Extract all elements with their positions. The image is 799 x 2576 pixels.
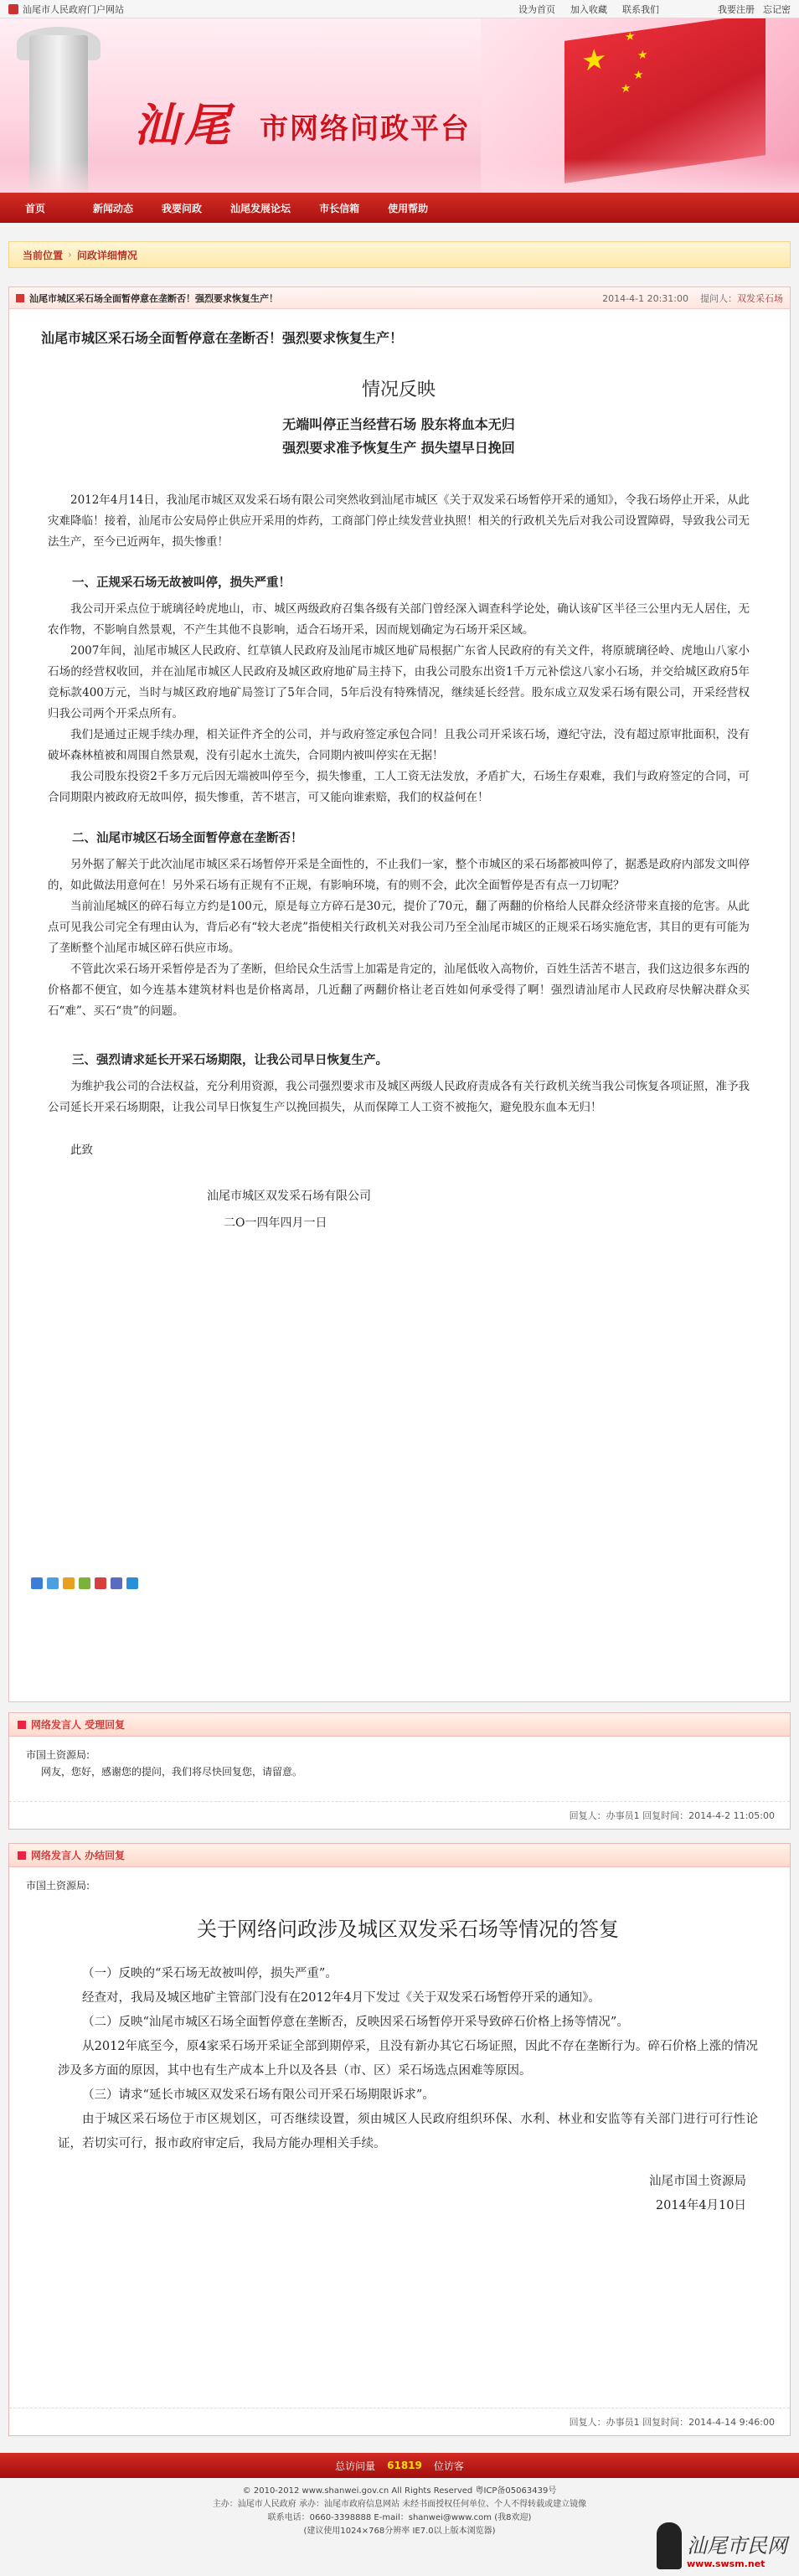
share-icon[interactable] [95, 1577, 106, 1589]
answer-paragraph: （一）反映的“采石场无故被叫停，损失严重”。 [82, 1967, 338, 1980]
share-icon[interactable] [111, 1577, 122, 1589]
post-title: 汕尾市城区采石场全面暂停意在垄断否！强烈要求恢复生产！ [29, 292, 278, 304]
section-heading: 二、汕尾市城区石场全面暂停意在垄断否！ [72, 831, 303, 845]
share-icon[interactable] [79, 1577, 90, 1589]
breadcrumb-leaf[interactable]: 问政详细情况 [76, 249, 137, 261]
bullet-icon [18, 1721, 26, 1729]
article-paragraph: 我公司股东投资2千多万元后因无端被叫停至今，损失惨重，工人工资无法发放，矛盾扩大，石场生存艰难，我们与政府签定的合同，可合同期限内被政府无故叫停，损失惨重，苦不堪言，可又能向谁索赔，我们的权益何在！ [48, 770, 750, 804]
nav-home[interactable]: 首页 [25, 202, 46, 214]
nav-help[interactable]: 使用帮助 [388, 202, 429, 214]
reply-recipient: 市国土资源局: [26, 1749, 90, 1761]
article-paragraph: 2007年间，汕尾市城区人民政府、红草镇人民政府及汕尾市城区地矿局根据广东省人民政府的有关文件，将原琥璃径岭、虎地山八家小石场的经营权收回，并在汕尾市城区人民政府及城区政府地矿局主持下，由我公司股东出资1千万元补偿这八家小石场，并交给城区政府5年竞标款400万元，当时与城区政府地矿局签订了5年合同，5年后没有特殊情况，继续延长经营。股东成立双发采石场有限公司，开采经营权归我公司两个开采点所有。 [48, 644, 750, 720]
register-link[interactable]: 我要注册 [718, 3, 755, 15]
main-nav [0, 193, 799, 223]
breadcrumb-separator: › [68, 249, 72, 261]
answer-paragraph: （二）反映“汕尾市城区石场全面暂停意在垄断否，反映因采石场暂停开采导致碎石价格上扬等情况”。 [82, 2016, 629, 2029]
article-subject: 汕尾市城区采石场全面暂停意在垄断否！强烈要求恢复生产！ [41, 330, 404, 346]
top-links [518, 3, 659, 16]
bullet-icon [16, 294, 24, 302]
footer-browser-tip: (建议使用1024×768分辨率 IE7.0以上版本浏览器) [303, 2527, 496, 2536]
closing: 此致 [70, 1143, 93, 1157]
nav-ask[interactable]: 我要问政 [162, 202, 203, 214]
post-header [9, 287, 790, 309]
flag-star-icon: ★ [580, 41, 606, 80]
visit-count: 61819 [387, 2460, 422, 2471]
person-silhouette-icon [657, 2522, 682, 2569]
watermark-url: www.swsm.net [687, 2558, 765, 2569]
visit-counter [0, 2453, 799, 2478]
top-bar [0, 0, 799, 18]
answer-paragraph: 经查对，我局及城区地矿主管部门没有在2012年4月下发过《关于双发采石场暂停开采的通知》。 [82, 1991, 601, 2005]
reply-final-to: 市国土资源局: [26, 1880, 90, 1892]
nav-mayor-mailbox[interactable]: 市长信箱 [319, 202, 360, 214]
site-home-link[interactable] [8, 3, 124, 16]
watermark-text: 汕尾市民网 [687, 2534, 787, 2558]
post-meta [602, 292, 783, 305]
article-paragraph: 不管此次采石场开采暂停是否为了垄断，但给民众生活雪上加霜是肯定的，汕尾低收入高物价，百姓生活苦不堪言，我们这边很多东西的价格都不便宜，如今连基本建筑材料也是价格离昂，几近翻了两翻价格让老百姓如何承受得了啊！强烈请汕尾市人民政府尽快解决群众买石“难”、买石“贵”的问题。 [48, 963, 750, 1018]
section-heading: 三、强烈请求延长开采石场期限，让我公司早日恢复生产。 [72, 1053, 388, 1067]
reply-accept-body [9, 1737, 790, 1790]
article-paragraph: 我公司开采点位于琥璃径岭虎地山，市、城区两级政府召集各级有关部门曾经深入调查科学论处，确认该矿区半径三公里内无人居住，无农作物，不影响自然景观，不产生其他不良影响，适合石场开采，因而规划确定为石场开采区域。 [48, 602, 750, 637]
reply-final-footer: 回复人：办事员1 回复时间：2014-4-14 9:46:00 [9, 2408, 790, 2435]
reply-accept-footer: 回复人：办事员1 回复时间：2014-4-2 11:05:00 [9, 1801, 790, 1829]
article-paragraph: 当前汕尾城区的碎石每立方约是100元，原是每立方碎石是30元，提价了70元，翻了两翻的价格给人民群众经济带来直接的危害。从此点可见我公司完全有理由认为，背后必有“较大老虎”指使相关行政机关对我公司乃至全汕尾市城区的正规采石场实施危害，其目的更有可能为了垄断整个汕尾市城区碎石供应市场。 [48, 900, 750, 955]
post-box [8, 287, 791, 1702]
answer-title: 关于网络问政涉及城区双发采石场等情况的答复 [197, 1918, 619, 1941]
share-icon[interactable] [31, 1577, 43, 1589]
section-heading: 一、正规采石场无故被叫停，损失严重！ [72, 576, 291, 590]
share-toolbar [31, 1577, 138, 1589]
breadcrumb-current-label: 当前位置 [23, 249, 64, 261]
reply-text: 网友，您好，感谢您的提问，我们将尽快回复您，请留意。 [41, 1766, 303, 1778]
article-paragraph: 2012年4月14日，我汕尾市城区双发采石场有限公司突然收到汕尾市城区《关于双发采石场暂停开采的通知》，令我石场停止开采，从此灾难降临！接着，汕尾市公安局停止供应开采用的炸药，工商部门停止续发营业执照！相关的行政机关先后对我公司设置障碍，导致我公司无法生产，至今已近两年，损失惨重！ [48, 493, 750, 549]
footer-organizer: 主办：汕尾市人民政府 承办：汕尾市政府信息网站 未经书面授权任何单位、个人不得转载或建立镜像 [212, 2500, 587, 2509]
nav-forum[interactable]: 汕尾发展论坛 [230, 202, 291, 214]
footer-copyright: © 2010-2012 www.shanwei.gov.cn All Rights Reserved 粤ICP备05063439号 [242, 2486, 557, 2496]
share-icon[interactable] [47, 1577, 59, 1589]
reply-final-header [9, 1844, 790, 1867]
logo-city: 汕尾 [134, 98, 235, 152]
article-subhead: 无端叫停正当经营石场 股东将血本无归 [282, 416, 515, 432]
add-favorite-link[interactable]: 加入收藏 [570, 3, 607, 15]
answer-signature: 汕尾市国土资源局 [649, 2175, 746, 2188]
post-time: 2014-4-1 20:31:00 [602, 292, 688, 304]
banner [0, 18, 799, 193]
reply-accept-title: 网络发言人 受理回复 [31, 1719, 126, 1731]
flag-star-icon: ★ [633, 68, 644, 83]
reply-accept-header [9, 1713, 790, 1737]
site-name: 汕尾市人民政府门户网站 [23, 3, 124, 15]
answer-date: 2014年4月10日 [655, 2199, 746, 2212]
visit-suffix: 位访客 [433, 2460, 464, 2472]
contact-us-link[interactable]: 联系我们 [622, 3, 659, 15]
signer: 汕尾市城区双发采石场有限公司 [207, 1190, 371, 1203]
post-title-row [16, 292, 278, 305]
reply-final-box [8, 1843, 791, 2436]
visit-label: 总访问量 [335, 2460, 376, 2472]
answer-paragraph: （三）请求“延长市城区双发采石场有限公司开采石场期限诉求”。 [82, 2088, 435, 2102]
answer-paragraph: 由于城区采石场位于市区规划区，可否继续设置，须由城区人民政府组织环保、水利、林业和安监等有关部门进行可行性论证，若切实可行，报市政府审定后，我局方能办理相关手续。 [58, 2113, 758, 2150]
share-icon[interactable] [126, 1577, 138, 1589]
reply-final-title: 网络发言人 办结回复 [31, 1850, 126, 1861]
article-subhead: 强烈要求准予恢复生产 损失望早日挽回 [282, 440, 515, 456]
article-paragraph: 另外据了解关于此次汕尾市城区采石场暂停开采是全面性的，不止我们一家，整个市城区的采石场都被叫停了，据悉是政府内部发文叫停的，如此做法用意何在！另外采石场有正规有不正规，有影响环境，有的则不会，此次全面暂停是否有点一刀切呢？ [48, 858, 750, 892]
post-author[interactable]: 双发采石场 [737, 292, 783, 304]
share-icon[interactable] [63, 1577, 75, 1589]
user-links [718, 3, 791, 16]
set-homepage-link[interactable]: 设为首页 [518, 3, 555, 15]
nav-news[interactable]: 新闻动态 [93, 202, 134, 214]
forgot-password-link[interactable]: 忘记密 [763, 3, 791, 15]
answer-document [9, 1894, 790, 2227]
answer-paragraph: 从2012年底至今，原4家采石场开采证全部到期停采，且没有新办其它石场证照，因此不存在垄断行为。碎石价格上涨的情况涉及多方面的原因，其中也有生产成本上升以及各县（市、区）采石场选点困难等原因。 [58, 2040, 758, 2078]
article-paragraph: 为维护我公司的合法权益，充分利用资源，我公司强烈要求市及城区两级人民政府责成各有关行政机关统当我公司恢复各项证照，准予我公司延长开采石场期限，让我公司早日恢复生产以挽回损失，从而保障工人工资不被拖欠，避免股东血本无归！ [48, 1080, 750, 1114]
article-paragraph: 我们是通过正规手续办理，相关证件齐全的公司，并与政府签定承包合同！且我公司开采该石场，遵纪守法，没有超过原审批面积，没有破坏森林植被和周围自然景观，没有引起水土流失，合同期内被叫停实在无据！ [48, 728, 750, 762]
flag-star-icon: ★ [621, 81, 631, 96]
footer-contact: 联系电话：0660-3398888 E-mail：shanwei@www.com (我8欢迎) [267, 2513, 532, 2522]
logo-title: 市网络问政平台 [260, 112, 471, 146]
article-body [9, 309, 790, 1253]
sign-date: 二O一四年四月一日 [224, 1216, 327, 1230]
site-icon [8, 4, 18, 14]
reply-accept-box [8, 1712, 791, 1830]
flag-star-icon: ★ [625, 29, 636, 44]
breadcrumb [8, 241, 791, 268]
flag-star-icon: ★ [637, 48, 648, 63]
bullet-icon [18, 1851, 26, 1860]
banner-wave [0, 159, 799, 193]
post-author-label: 提问人： [700, 292, 737, 304]
article-heading: 情况反映 [361, 379, 436, 400]
watermark [657, 2522, 787, 2569]
